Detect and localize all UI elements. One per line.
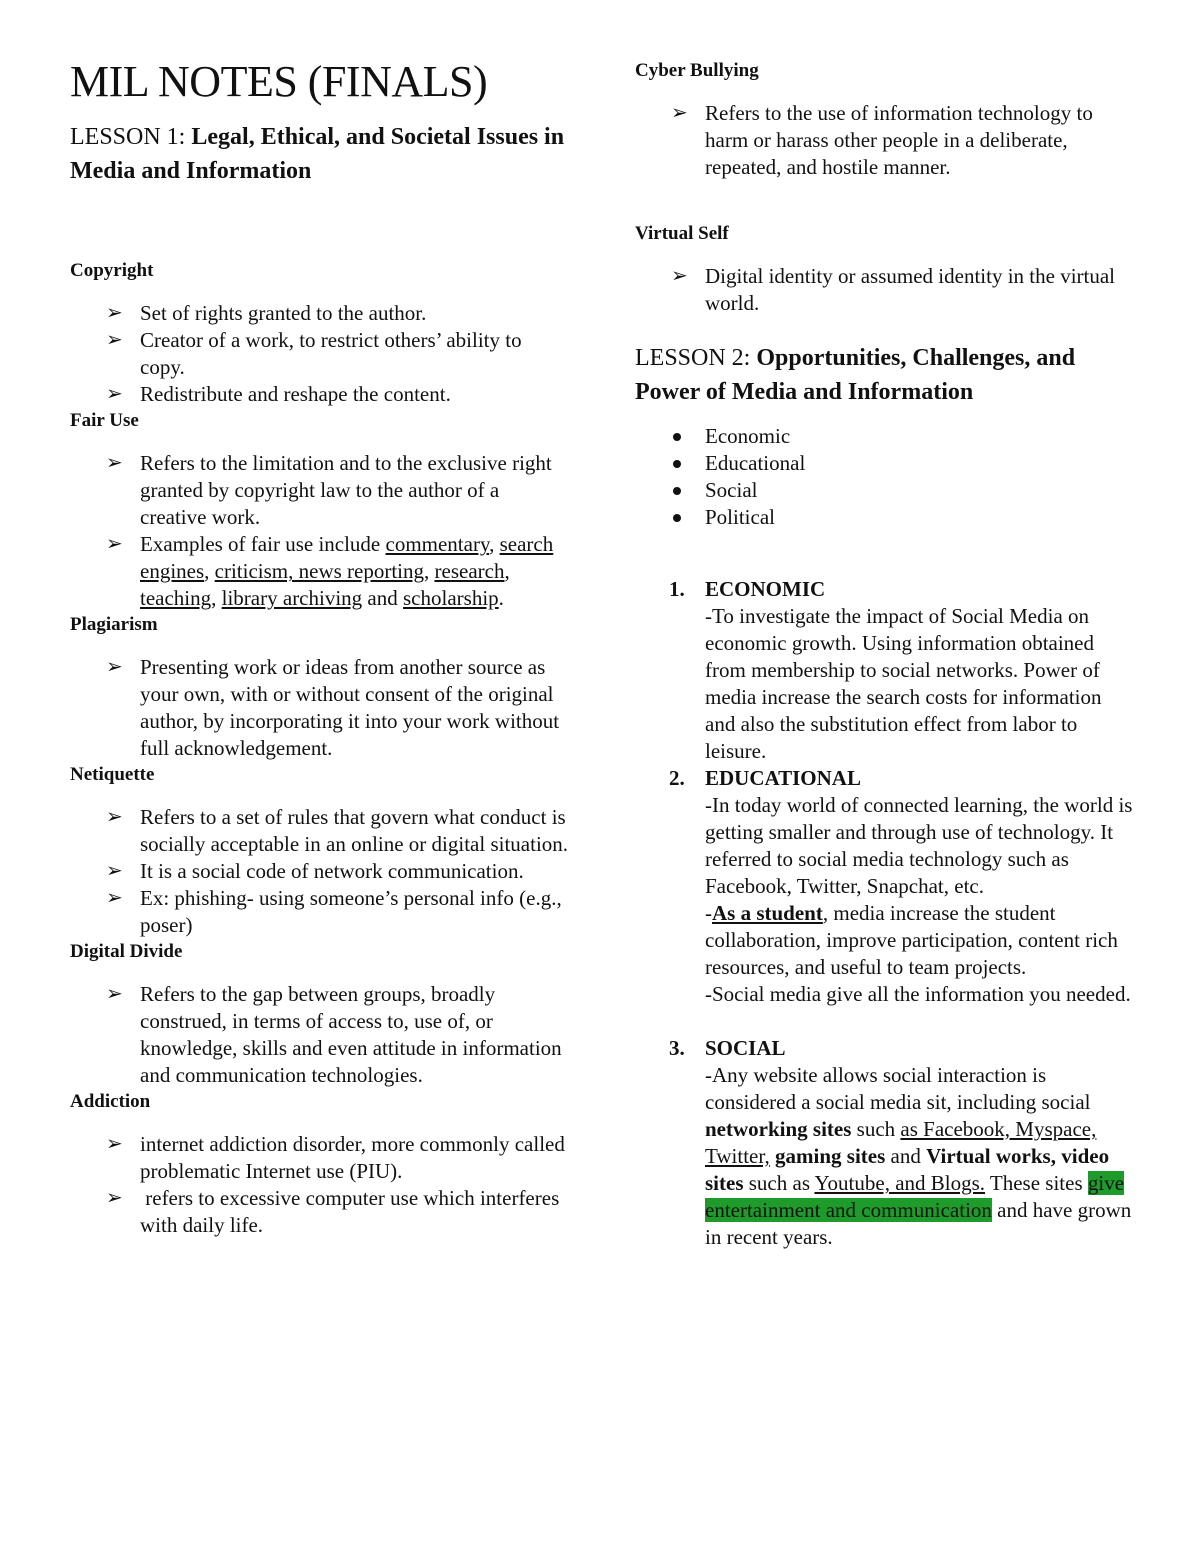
list-item	[635, 263, 1135, 317]
fair-use-list	[70, 450, 570, 612]
item-number: 1.	[669, 577, 685, 601]
link-library-archiving[interactable]: library archiving	[221, 586, 363, 611]
item-text: , media increase the student collaboration, improve participation, content rich resources, and useful to team projects.	[705, 901, 1118, 979]
list-item	[70, 300, 570, 327]
item-text: such	[851, 1117, 901, 1141]
cyber-bullying-list	[635, 100, 1135, 181]
item-text: -Any website allows social interaction is considered a social media sit, including social	[705, 1063, 1091, 1114]
item-text: such as	[743, 1171, 815, 1195]
link-criticism[interactable]: criticism, news reporting	[214, 559, 425, 584]
link-commentary[interactable]: commentary	[385, 532, 490, 557]
list-item	[70, 450, 570, 531]
list-item	[70, 981, 570, 1089]
term-cyber-bullying: Cyber Bullying	[635, 60, 759, 81]
list-item	[70, 885, 570, 939]
item-text: Refers to the limitation and to the exclusive right granted by copyright law to the author of a creative work.	[140, 451, 552, 530]
list-item	[70, 1131, 570, 1185]
item-heading: SOCIAL	[705, 1036, 786, 1060]
item-emphasis: Virtual works, video sites	[705, 1144, 1110, 1195]
item-text: refers to excessive computer use which interferes with daily life.	[140, 1186, 565, 1238]
arrow-bullet-icon: ➢	[106, 329, 123, 352]
term-virtual-self: Virtual Self	[635, 223, 729, 244]
lesson2-prefix: LESSON 2:	[635, 345, 757, 371]
item-text: Redistribute and reshape the content.	[140, 382, 451, 407]
netiquette-list	[70, 804, 570, 939]
item-text: Examples of fair use include	[140, 532, 386, 557]
lesson2-heading	[635, 341, 1135, 409]
item-text: Creator of a work, to restrict others’ ability to copy.	[140, 328, 522, 380]
item-number: 3.	[669, 1036, 685, 1060]
copyright-list	[70, 300, 570, 408]
arrow-bullet-icon: ➢	[106, 533, 123, 556]
item-text: Political	[705, 505, 775, 529]
lesson2-name: Opportunities, Challenges, and Power of Media and Information	[635, 345, 1076, 405]
item-heading: EDUCATIONAL	[705, 766, 861, 790]
list-item	[635, 423, 1135, 450]
arrow-bullet-icon: ➢	[106, 1133, 123, 1156]
item-text: internet addiction disorder, more commonly called problematic Internet use (PIU).	[140, 1132, 565, 1184]
arrow-bullet-icon: ➢	[106, 983, 123, 1006]
item-text: Refers to the use of information technology to harm or harass other people in a deliberate, repeated, and hostile manner.	[705, 101, 1093, 179]
item-text: Refers to a set of rules that govern what conduct is socially acceptable in an online or digital situation.	[140, 805, 569, 857]
item-text: and have grown in recent years.	[705, 1198, 1132, 1249]
arrow-bullet-icon: ➢	[671, 265, 688, 287]
bullet-dot-icon	[673, 460, 681, 468]
list-item	[70, 804, 570, 858]
item-text: Digital identity or assumed identity in the virtual world.	[705, 264, 1116, 315]
list-item	[635, 504, 1135, 531]
list-item	[635, 450, 1135, 477]
item-text: and	[885, 1144, 927, 1168]
link-teaching[interactable]: teaching	[140, 586, 212, 611]
list-item	[70, 654, 570, 762]
link-research[interactable]: research	[434, 559, 505, 584]
item-text: Refers to the gap between groups, broadly construed, in terms of access to, use of, or knowledge, skills and even attitude in information and communication technologies.	[140, 982, 562, 1088]
arrow-bullet-icon: ➢	[106, 887, 123, 910]
item-emphasis: gaming sites	[775, 1144, 886, 1168]
item-text: -Social media give all the information you needed.	[705, 982, 1131, 1006]
item-text: -In today world of connected learning, the world is getting smaller and through use of technology. It referred to social media technology such as Facebook, Twitter, Snapchat, etc.	[705, 793, 1133, 898]
term-copyright: Copyright	[70, 260, 154, 282]
item-heading: ECONOMIC	[705, 577, 826, 601]
arrow-bullet-icon: ➢	[106, 656, 123, 679]
list-item	[635, 100, 1135, 181]
arrow-bullet-icon: ➢	[106, 806, 123, 829]
item-text: Economic	[705, 424, 791, 448]
item-underline: Youtube, and Blogs.	[814, 1171, 986, 1195]
right-column	[635, 58, 1135, 1251]
list-item	[70, 381, 570, 408]
document-title: MIL NOTES (FINALS)	[70, 57, 488, 106]
digital-divide-list	[70, 981, 570, 1089]
lesson1-heading	[70, 120, 570, 188]
virtual-self-list	[635, 263, 1135, 317]
arrow-bullet-icon: ➢	[106, 860, 123, 883]
link-scholarship[interactable]: scholarship	[403, 586, 499, 611]
list-item-economic	[635, 576, 1135, 765]
bullet-dot-icon	[673, 514, 681, 522]
lesson1-name: Legal, Ethical, and Societal Issues in Media and Information	[70, 124, 565, 185]
item-text: Educational	[705, 451, 806, 475]
arrow-bullet-icon: ➢	[106, 383, 123, 406]
list-item-social	[635, 1035, 1135, 1251]
addiction-list	[70, 1131, 570, 1239]
term-plagiarism: Plagiarism	[70, 614, 158, 636]
item-underline: as Facebook, Myspace, Twitter,	[705, 1117, 1097, 1168]
term-addiction: Addiction	[70, 1091, 151, 1113]
arrow-bullet-icon: ➢	[671, 102, 688, 124]
item-text: It is a social code of network communication.	[140, 859, 524, 884]
left-column	[70, 58, 570, 1239]
item-text: Presenting work or ideas from another source as your own, with or without consent of the original author, by incorporating it into your work without full acknowledgement.	[140, 655, 560, 761]
item-emphasis: networking sites	[705, 1117, 852, 1141]
item-number: 2.	[669, 766, 685, 790]
list-item	[70, 327, 570, 381]
list-item: ➢ Examples of fair use include commentary, search engines, criticism, news reporting, research, teaching, library archiving and scholarship.	[106, 532, 554, 611]
item-text: -	[705, 901, 712, 925]
numbered-list	[635, 576, 1135, 1251]
term-netiquette: Netiquette	[70, 764, 155, 786]
list-item	[635, 477, 1135, 504]
item-text: and	[362, 586, 403, 611]
item-text: These sites	[985, 1171, 1088, 1195]
link-search-engines[interactable]: search engines	[140, 532, 554, 584]
item-emphasis: As a student	[712, 901, 823, 925]
arrow-bullet-icon: ➢	[106, 1187, 123, 1210]
item-text: Ex: phishing- using someone’s personal info (e.g., poser)	[140, 886, 562, 938]
areas-list	[635, 423, 1135, 531]
list-item	[70, 858, 570, 885]
list-item	[70, 1185, 570, 1239]
item-text: Social	[705, 478, 758, 502]
term-digital-divide: Digital Divide	[70, 941, 183, 963]
item-text: Set of rights granted to the author.	[140, 301, 427, 326]
arrow-bullet-icon: ➢	[106, 302, 123, 325]
list-item-educational	[635, 765, 1135, 1008]
bullet-dot-icon	[673, 487, 681, 495]
lesson1-prefix: LESSON 1:	[70, 124, 192, 151]
arrow-bullet-icon: ➢	[106, 452, 123, 475]
highlighted-text: give entertainment and communication	[705, 1171, 1125, 1222]
bullet-dot-icon	[673, 433, 681, 441]
term-fair-use: Fair Use	[70, 410, 139, 432]
plagiarism-list	[70, 654, 570, 762]
item-text: -To investigate the impact of Social Media on economic growth. Using information obtained from membership to social networks. Power of media increase the search costs for information and also the substitution effect from labor to leisure.	[705, 604, 1102, 763]
